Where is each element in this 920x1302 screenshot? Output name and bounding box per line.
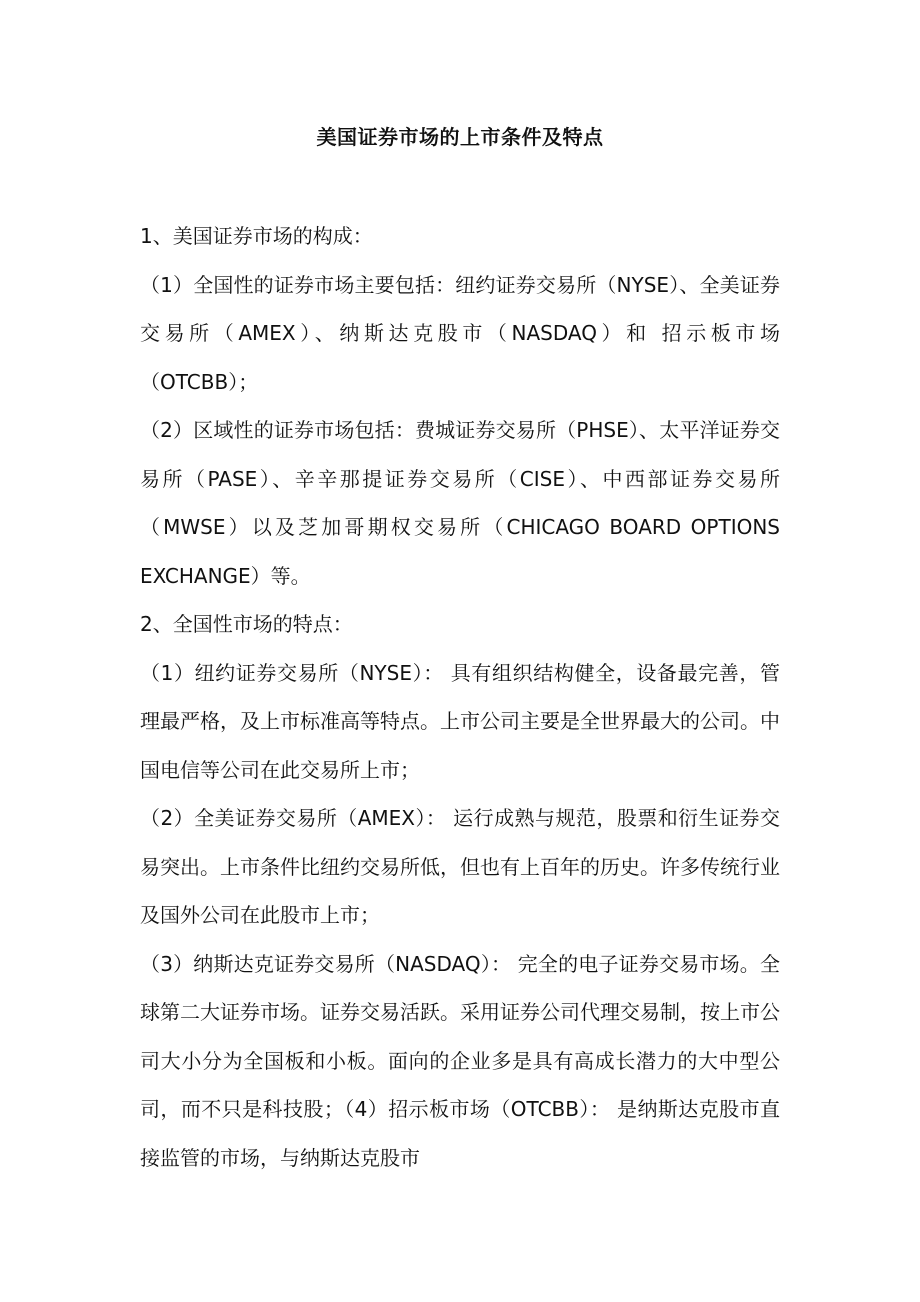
paragraph-features-heading: 2、全国性市场的特点： <box>140 612 353 636</box>
document-body <box>140 212 780 1182</box>
paragraph-regional-markets: （2）区域性的证券市场包括：费城证券交易所（PHSE）、太平洋证券交易所（PASE）、辛辛那提证券交易所（CISE）、中西部证券交易所（MWSE）以及芝加哥期权交易所（CHICAGO BOARD OPTIONS EXCHANGE）等。 <box>140 418 780 588</box>
paragraph-national-markets: （1）全国性的证券市场主要包括：纽约证券交易所（NYSE）、全美证券交易所（AMEX）、纳斯达克股市（NASDAQ）和 招示板市场（OTCBB）； <box>140 272 780 394</box>
paragraph-nasdaq-otcbb: （3）纳斯达克证券交易所（NASDAQ）： 完全的电子证券交易市场。全球第二大证券市场。证券交易活跃。采用证券公司代理交易制，按上市公司大小分为全国板和小板。面向的企业多是具有高成长潜力的大中型公司，而不只是科技股；（4）招示板市场（OTCBB）： 是纳斯达克股市直接监管的市场，与纳斯达克股市 <box>140 951 780 1170</box>
paragraph-amex: （2）全美证券交易所（AMEX）： 运行成熟与规范，股票和衍生证券交易突出。上市条件比纽约交易所低，但也有上百年的历史。许多传统行业及国外公司在此股市上市； <box>140 806 780 927</box>
paragraph-nyse: （1）纽约证券交易所（NYSE）： 具有组织结构健全，设备最完善，管理最严格，及上市标准高等特点。上市公司主要是全世界最大的公司。中国电信等公司在此交易所上市； <box>140 660 780 782</box>
document-title: 美国证券市场的上市条件及特点 <box>316 125 604 149</box>
paragraph-composition-heading: 1、美国证券市场的构成： <box>140 224 373 248</box>
